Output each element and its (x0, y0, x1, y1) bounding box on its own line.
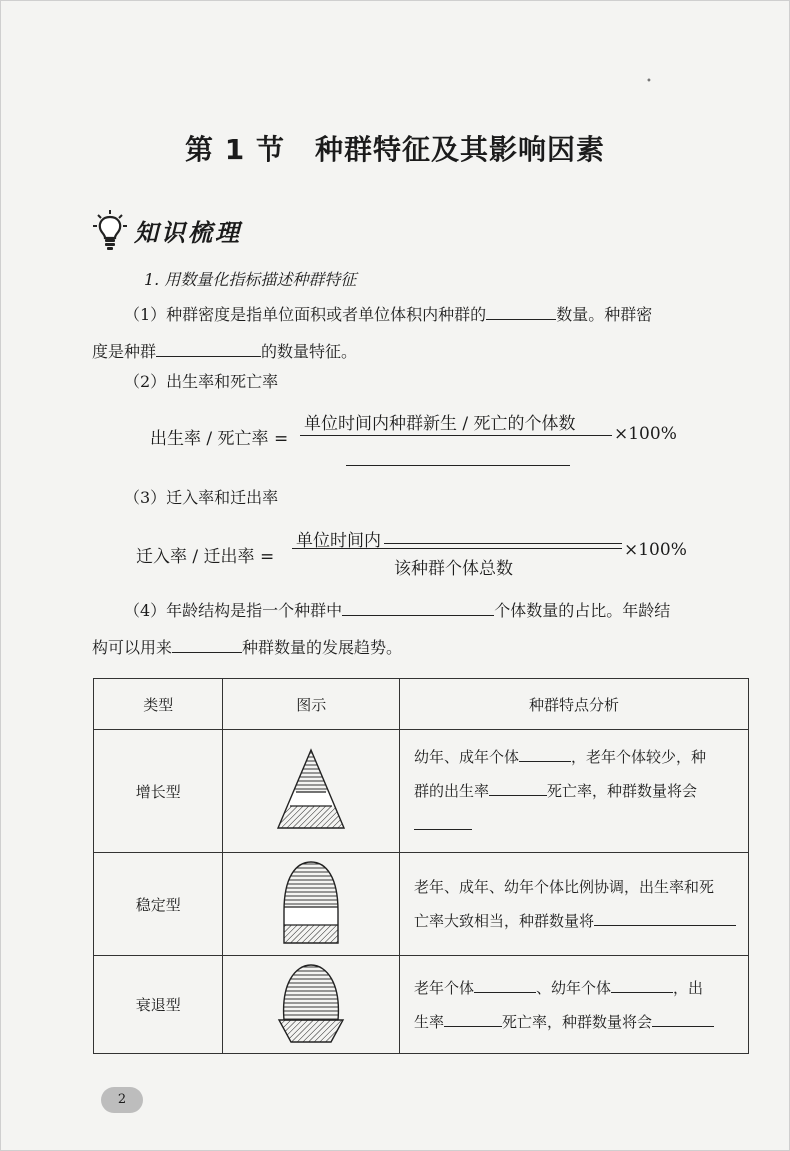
fill-blank[interactable] (156, 338, 261, 357)
diagram-cell-stable (223, 853, 400, 956)
section-title: 种群特征及其影响因素 (314, 133, 605, 166)
header-analysis: 种群特点分析 (399, 679, 748, 730)
fill-blank[interactable] (474, 976, 536, 993)
fill-blank[interactable] (444, 1010, 502, 1027)
row-type-growth: 增长型 (94, 730, 223, 853)
row-type-decline: 衰退型 (94, 956, 223, 1054)
fill-blank[interactable] (611, 976, 673, 993)
knowledge-section-header (92, 208, 242, 252)
formula-1-suffix: ×100% (614, 424, 677, 444)
page-number: 2 (101, 1087, 143, 1113)
table-row-growth (94, 730, 749, 853)
paragraph-2: （2）出生率和死亡率 (124, 372, 279, 391)
fill-blank[interactable] (486, 301, 556, 320)
diagram-cell-growth (223, 730, 400, 853)
p1-text-d: 的数量特征。 (261, 342, 358, 361)
section-number: 第 1 节 (185, 133, 285, 166)
fill-blank[interactable] (414, 813, 472, 830)
analysis-stable: 老年、成年、幼年个体比例协调，出生率和死 亡率大致相当，种群数量将 (399, 853, 748, 956)
p4-text-d: 种群数量的发展趋势。 (242, 638, 403, 657)
fill-blank[interactable] (489, 779, 547, 796)
lightbulb-icon (92, 209, 128, 251)
p4-text-a: （4）年龄结构是指一个种群中 (124, 601, 343, 620)
formula-2-fraction-bar (292, 548, 622, 549)
formula-2-label: 迁入率 / 迁出率 = (136, 547, 275, 567)
fill-blank[interactable] (342, 597, 494, 616)
p4-text-c: 构可以用来 (92, 638, 173, 657)
paragraph-1-line-1 (124, 301, 652, 327)
formula-1-numerator: 单位时间内种群新生 / 死亡的个体数 (304, 414, 576, 434)
print-speck: • (646, 76, 652, 87)
header-type: 类型 (94, 679, 223, 730)
formula-2-denominator: 该种群个体总数 (394, 559, 513, 579)
fill-blank[interactable] (652, 1010, 714, 1027)
row-type-stable: 稳定型 (94, 853, 223, 956)
growth-pyramid-diagram (276, 748, 346, 830)
heading-1: 1. 用数量化指标描述种群特征 (144, 270, 357, 289)
page-title (0, 128, 790, 168)
table-row-decline (94, 956, 749, 1054)
paragraph-3: （3）迁入率和迁出率 (124, 488, 279, 507)
age-structure-table (93, 678, 749, 1054)
decline-urn-diagram (275, 962, 347, 1044)
diagram-cell-decline (223, 956, 400, 1054)
fill-blank[interactable] (594, 909, 736, 926)
table-header-row (94, 679, 749, 730)
fill-blank[interactable] (519, 745, 571, 762)
formula-2-numerator-blank[interactable] (384, 543, 622, 544)
formula-1-label: 出生率 / 死亡率 = (150, 429, 289, 449)
p1-text-c: 度是种群 (92, 342, 157, 361)
paragraph-1-line-2 (92, 338, 357, 364)
analysis-decline: 老年个体 、幼年个体 ，出 生率 死亡率，种群数量将会 (399, 956, 748, 1054)
paragraph-4-line-1 (124, 597, 670, 623)
formula-2-suffix: ×100% (624, 540, 687, 560)
p4-text-b: 个体数量的占比。年龄结 (494, 601, 671, 620)
table-row-stable (94, 853, 749, 956)
formula-1-denominator-blank[interactable] (346, 465, 570, 466)
fill-blank[interactable] (172, 634, 242, 653)
analysis-growth: 幼年、成年个体 ，老年个体较少，种 群的出生率 死亡率，种群数量将会 (399, 730, 748, 853)
header-diagram: 图示 (223, 679, 400, 730)
section-header-label: 知识梳理 (134, 218, 242, 247)
formula-1-fraction-bar (300, 435, 612, 436)
stable-bell-diagram (278, 859, 344, 945)
formula-2-numerator: 单位时间内 (296, 531, 381, 551)
paragraph-4-line-2 (92, 634, 402, 660)
p1-text-a: （1）种群密度是指单位面积或者单位体积内种群的 (124, 305, 487, 324)
p1-text-b: 数量。种群密 (556, 305, 653, 324)
